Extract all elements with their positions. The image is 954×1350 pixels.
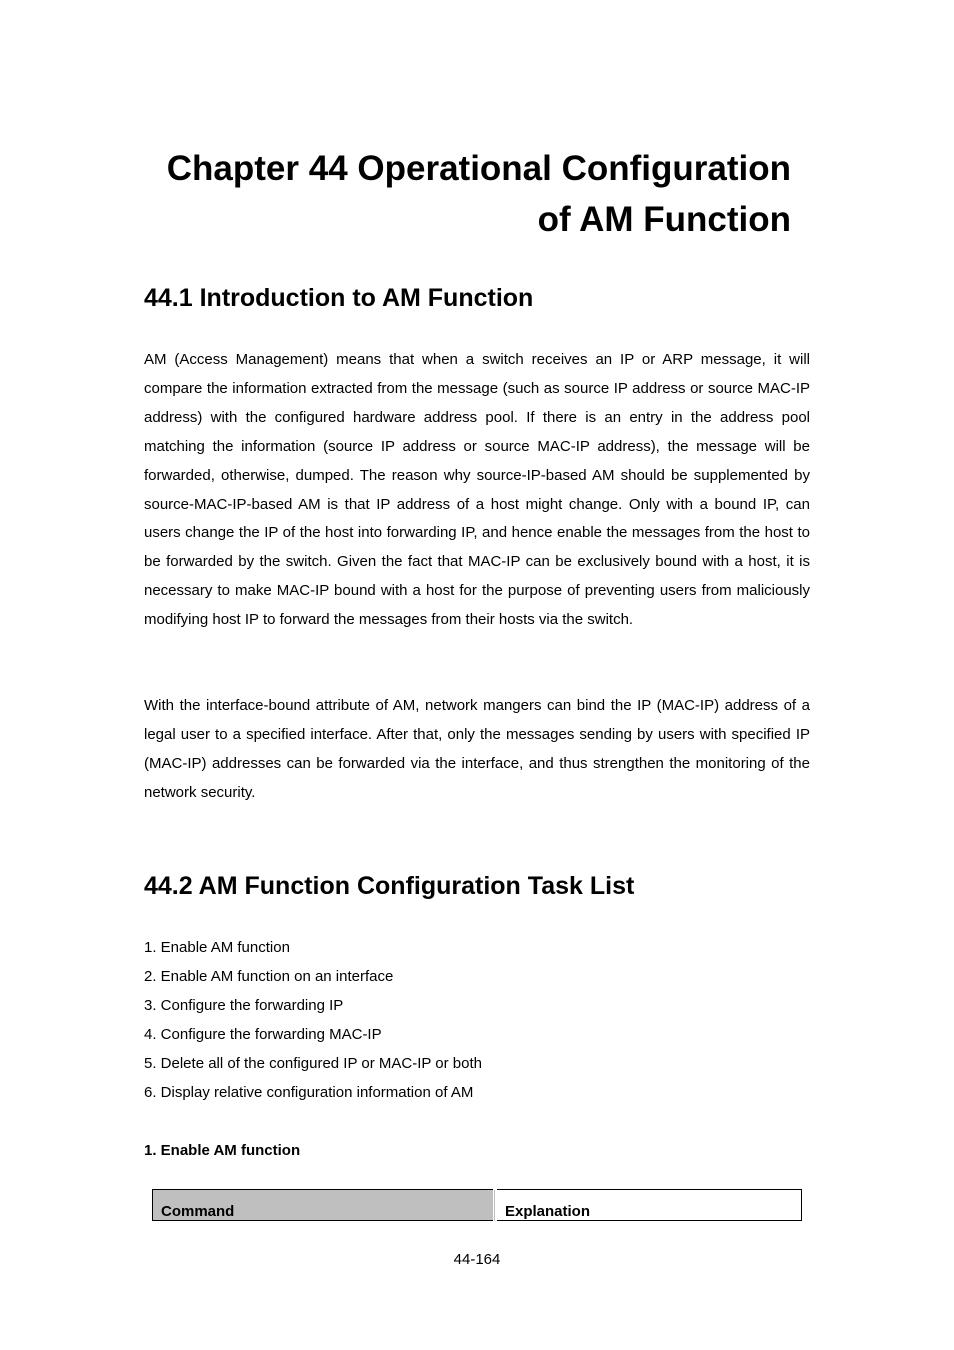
task-list-item: 3. Configure the forwarding IP — [144, 996, 344, 1014]
task-list-item: 5. Delete all of the configured IP or MAC-IP or both — [144, 1054, 482, 1072]
subheading-enable-am: 1. Enable AM function — [144, 1142, 301, 1159]
intro-paragraph-1: AM (Access Management) means that when a switch receives an IP or ARP message, it will compare the information extracted from the message (such as source IP address or source MAC-IP address) with the configured hardware address pool. If there is an entry in the address pool matching the information (source IP address or source MAC-IP address), the message will be forwarded, otherwise, dumped. The reason why source-IP-based AM should be supplemented by source-MAC-IP-based AM is that IP address of a host might change. Only with a bound IP, can users change the IP of the host into forwarding IP, and hence enable the messages from the host to be forwarded by the switch. Given the fact that MAC-IP can be exclusively bound with a host, it is necessary to make MAC-IP bound with a host for the purpose of preventing users from maliciously modifying host IP to forward the messages from their hosts via the switch. — [144, 351, 810, 629]
table-header-row — [153, 1190, 802, 1221]
task-list-item: 4. Configure the forwarding MAC-IP — [144, 1025, 382, 1043]
section-heading-task-list: 44.2 AM Function Configuration Task List — [144, 872, 635, 900]
intro-paragraph-2: With the interface-bound attribute of AM, network mangers can bind the IP (MAC-IP) address of a legal user to a specified interface. After that, only the messages sending by users with specified IP (MAC-IP) addresses can be forwarded via the interface, and thus strengthen the monitoring of the network security. — [144, 697, 810, 801]
chapter-title-line-2: of AM Function — [537, 200, 791, 239]
table-header-explanation: Explanation — [495, 1190, 802, 1221]
section-heading-intro: 44.1 Introduction to AM Function — [144, 284, 534, 312]
table-header-command: Command — [153, 1190, 496, 1221]
task-list-item: 6. Display relative configuration information of AM — [144, 1083, 474, 1101]
task-list-item: 2. Enable AM function on an interface — [144, 967, 394, 985]
task-list — [144, 934, 482, 1107]
chapter-title — [120, 143, 791, 245]
page-number: 44-164 — [453, 1251, 501, 1268]
chapter-title-line-1: Chapter 44 Operational Configuration — [166, 149, 791, 188]
command-table — [152, 1189, 802, 1221]
task-list-item: 1. Enable AM function — [144, 939, 290, 956]
